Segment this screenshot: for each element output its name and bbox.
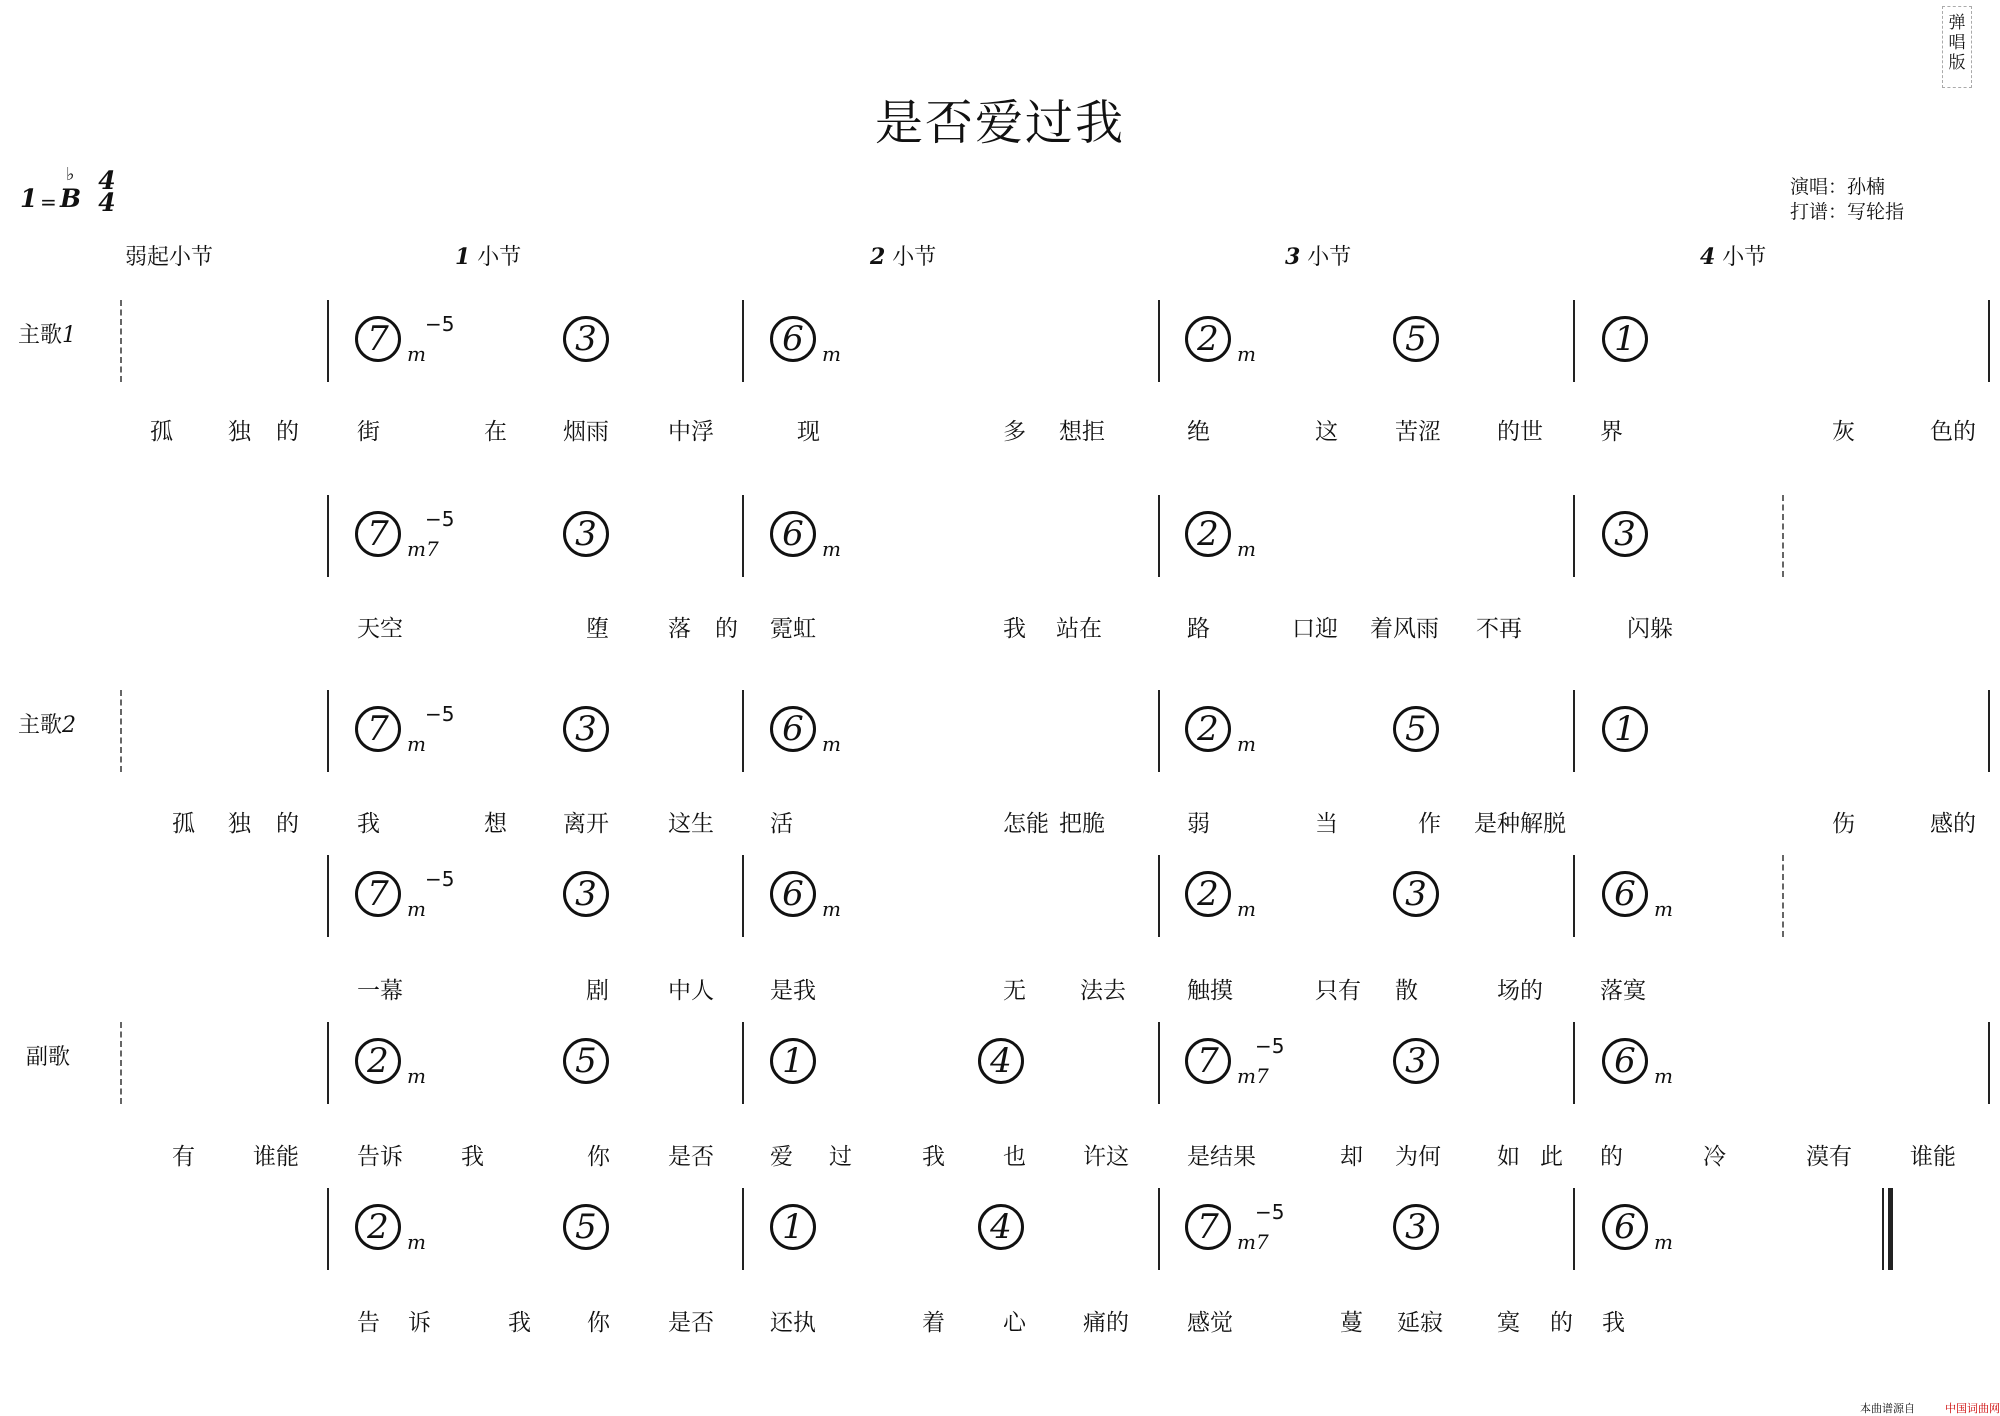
chord-degree: 1: [1602, 316, 1648, 362]
barline: [327, 300, 329, 382]
chord-degree: 5: [1393, 316, 1439, 362]
lyric: 如: [1497, 1144, 1520, 1170]
chord-degree: 2: [355, 1204, 401, 1250]
lyric: 是结果: [1187, 1144, 1256, 1170]
edition-stamp: [1942, 6, 1972, 88]
chord-degree: 1: [1602, 706, 1648, 752]
lyric: 是否: [668, 1144, 714, 1170]
lyric: 活: [770, 811, 793, 837]
chord-degree: 1: [770, 1204, 816, 1250]
barline: [1158, 690, 1160, 772]
lyric: 独: [228, 811, 251, 837]
chord-quality: m7: [1237, 1230, 1269, 1254]
lyric: 着风雨: [1370, 616, 1439, 642]
chord-degree: 6: [1602, 1204, 1648, 1250]
lyric: 离开: [563, 811, 609, 837]
chord-degree: 4: [978, 1038, 1024, 1084]
chord-degree: 5: [563, 1038, 609, 1084]
chord-alteration: −5: [425, 867, 455, 891]
lyric: 过: [829, 1144, 852, 1170]
lyric: 谁能: [1910, 1144, 1956, 1170]
lyric: 绝: [1187, 419, 1210, 445]
chord-degree: 2: [355, 1038, 401, 1084]
lyric: 冷: [1703, 1144, 1726, 1170]
chord-degree: 2: [1185, 511, 1231, 557]
chord-alteration: −5: [425, 312, 455, 336]
lyric: 的世: [1497, 419, 1543, 445]
lyric: 伤: [1832, 811, 1855, 837]
barline: [1573, 495, 1575, 577]
lyric: 是否: [668, 1310, 714, 1336]
lyric: 场的: [1497, 978, 1543, 1004]
chord-degree: 3: [563, 316, 609, 362]
lyric: 感觉: [1187, 1310, 1233, 1336]
measure-label-1: 1 小节: [455, 244, 522, 270]
lyric: 站在: [1056, 616, 1102, 642]
chord-degree: 5: [563, 1204, 609, 1250]
lyric: 爱: [770, 1144, 793, 1170]
chord-degree: 4: [978, 1204, 1024, 1250]
barline: [1988, 300, 1990, 382]
lyric: 一幕: [357, 978, 403, 1004]
barline: [742, 690, 744, 772]
lyric: 孤: [172, 811, 195, 837]
chord-degree: 3: [563, 511, 609, 557]
source-site: 中国词曲网: [1945, 1402, 2000, 1415]
lyric: 痛的: [1083, 1310, 1129, 1336]
measure-label-0: 弱起小节: [125, 245, 214, 270]
stamp-char: 版: [1948, 53, 1966, 73]
chord-quality: m: [822, 732, 841, 756]
lyric: 许这: [1083, 1144, 1129, 1170]
lyric: 告诉: [357, 1144, 403, 1170]
lyric: 我: [508, 1310, 531, 1336]
lyric: 苦涩: [1395, 419, 1441, 445]
lyric: 着: [922, 1310, 945, 1336]
chord-quality: m: [822, 342, 841, 366]
pickup-dashed-barline: [120, 690, 122, 772]
chord-degree: 7: [1185, 1038, 1231, 1084]
chord-alteration: −5: [425, 507, 455, 531]
barline: [1158, 855, 1160, 937]
barline: [1988, 1022, 1990, 1104]
lyric: 中浮: [668, 419, 714, 445]
lyric: 告: [357, 1310, 380, 1336]
lyric: 也: [1003, 1144, 1026, 1170]
lyric: 堕: [586, 616, 609, 642]
source-note: 本曲谱源自: [1860, 1402, 1915, 1415]
lyric: 的: [1600, 1144, 1623, 1170]
chord-degree: 3: [1393, 1204, 1439, 1250]
chord-degree: 3: [563, 871, 609, 917]
chord-degree: 7: [355, 511, 401, 557]
lyric: 蔓: [1340, 1310, 1363, 1336]
lyric: 你: [587, 1310, 610, 1336]
lyric: 为何: [1395, 1144, 1441, 1170]
chord-quality: m: [1654, 1230, 1673, 1254]
lyric: 霓虹: [770, 616, 816, 642]
lyric: 闪躲: [1627, 616, 1673, 642]
lyric: 是我: [770, 978, 816, 1004]
lyric: 多: [1003, 419, 1026, 445]
time-den: 4: [98, 188, 116, 217]
lyric: 弱: [1187, 811, 1210, 837]
lyric: 的: [276, 811, 299, 837]
key-one: 1: [20, 184, 38, 213]
lyric: 落: [668, 616, 691, 642]
key-signature: [20, 164, 130, 230]
chord-alteration: −5: [425, 702, 455, 726]
chord-degree: 2: [1185, 871, 1231, 917]
lyric: 的: [1550, 1310, 1573, 1336]
chord-alteration: −5: [1255, 1200, 1285, 1224]
barline: [742, 495, 744, 577]
chord-quality: m: [407, 1230, 426, 1254]
lyric: 这生: [668, 811, 714, 837]
lyric: 无: [1003, 978, 1026, 1004]
lyric: 我: [357, 811, 380, 837]
lyric: 还执: [770, 1310, 816, 1336]
chord-quality: m: [1654, 897, 1673, 921]
lyric: 我: [1003, 616, 1026, 642]
chord-degree: 1: [770, 1038, 816, 1084]
chord-quality: m: [1237, 897, 1256, 921]
dashed-barline: [1782, 855, 1784, 937]
key-note: B: [60, 184, 82, 213]
chord-degree: 3: [1393, 1038, 1439, 1084]
lyric: 孤: [150, 419, 173, 445]
barline: [327, 495, 329, 577]
pickup-dashed-barline: [120, 1022, 122, 1104]
barline: [1573, 690, 1575, 772]
chord-degree: 6: [1602, 1038, 1648, 1084]
chord-degree: 2: [1185, 316, 1231, 362]
barline: [327, 855, 329, 937]
lyric: 我: [922, 1144, 945, 1170]
barline: [1158, 1188, 1160, 1270]
key-eq: =: [40, 190, 57, 214]
barline: [1158, 495, 1160, 577]
chord-quality: m: [822, 897, 841, 921]
chord-quality: m: [822, 537, 841, 561]
barline: [1158, 300, 1160, 382]
stamp-char: 唱: [1948, 33, 1966, 53]
barline: [1573, 1188, 1575, 1270]
barline: [742, 855, 744, 937]
chord-quality: m: [1237, 732, 1256, 756]
lyric: 烟雨: [563, 419, 609, 445]
time-signature: [94, 166, 120, 217]
lyric: 心: [1003, 1310, 1026, 1336]
lyric: 却: [1340, 1144, 1363, 1170]
page-title: 是否爱过我: [874, 95, 1125, 151]
flat-sign: ♭: [66, 164, 75, 185]
barline: [327, 1022, 329, 1104]
lyric: 此: [1540, 1144, 1563, 1170]
barline: [1573, 300, 1575, 382]
time-num: 4: [98, 166, 116, 195]
lyric: 独: [228, 419, 251, 445]
lyric: 剧: [586, 978, 609, 1004]
chord-quality: m: [1237, 342, 1256, 366]
chord-alteration: −5: [1255, 1034, 1285, 1058]
dashed-barline: [1782, 495, 1784, 577]
chord-degree: 7: [355, 706, 401, 752]
barline: [742, 1022, 744, 1104]
chord-degree: 5: [1393, 706, 1439, 752]
lyric: 的: [276, 419, 299, 445]
chord-degree: 6: [770, 511, 816, 557]
barline: [1573, 1022, 1575, 1104]
barline: [327, 690, 329, 772]
lyric: 想拒: [1059, 419, 1105, 445]
chord-degree: 3: [563, 706, 609, 752]
final-barline: [1888, 1188, 1893, 1270]
lyric: 你: [587, 1144, 610, 1170]
chord-quality: m: [407, 342, 426, 366]
lyric: 寞: [1497, 1310, 1520, 1336]
chord-degree: 6: [770, 316, 816, 362]
chord-quality: m: [407, 1064, 426, 1088]
lyric: 街: [357, 419, 380, 445]
lyric: 界: [1600, 419, 1623, 445]
lyric: 的: [715, 616, 738, 642]
chord-quality: m: [1237, 537, 1256, 561]
transcriber-credit: 打谱：写轮指: [1790, 201, 1905, 223]
chord-degree: 7: [355, 871, 401, 917]
chord-degree: 7: [1185, 1204, 1231, 1250]
lyric: 路: [1187, 616, 1210, 642]
lyric: 把脆: [1059, 811, 1105, 837]
lyric: 怎能: [1003, 811, 1049, 837]
chord-degree: 2: [1185, 706, 1231, 752]
barline: [1158, 1022, 1160, 1104]
stamp-char: 弹: [1948, 13, 1966, 33]
lyric: 触摸: [1187, 978, 1233, 1004]
lyric: 散: [1395, 978, 1418, 1004]
lyric: 谁能: [253, 1144, 299, 1170]
barline: [1573, 855, 1575, 937]
lyric: 是种解脱: [1474, 811, 1566, 837]
section-label: 主歌1: [18, 323, 77, 348]
barline: [742, 300, 744, 382]
chord-quality: m7: [1237, 1064, 1269, 1088]
chord-degree: 3: [1393, 871, 1439, 917]
lyric: 作: [1418, 811, 1441, 837]
lyric: 延寂: [1397, 1310, 1443, 1336]
section-label: 主歌2: [18, 713, 77, 738]
measure-label-2: 2 小节: [870, 244, 937, 270]
lyric: 现: [797, 419, 820, 445]
chord-degree: 7: [355, 316, 401, 362]
lyric: 天空: [357, 616, 403, 642]
chord-degree: 6: [770, 871, 816, 917]
singer-credit: 演唱：孙楠: [1790, 176, 1886, 198]
chord-quality: m: [407, 897, 426, 921]
lyric: 漠有: [1806, 1144, 1852, 1170]
lyric: 感的: [1930, 811, 1976, 837]
pickup-dashed-barline: [120, 300, 122, 382]
lyric: 中人: [668, 978, 714, 1004]
lyric: 法去: [1080, 978, 1126, 1004]
chord-degree: 6: [770, 706, 816, 752]
lyric: 不再: [1476, 616, 1522, 642]
lyric: 当: [1315, 811, 1338, 837]
lyric: 落寞: [1600, 978, 1646, 1004]
barline: [742, 1188, 744, 1270]
lyric: 想: [484, 811, 507, 837]
lyric: 我: [1602, 1310, 1625, 1336]
lyric: 色的: [1930, 419, 1976, 445]
lyric: 这: [1315, 419, 1338, 445]
section-label: 副歌: [26, 1045, 71, 1070]
chord-degree: 3: [1602, 511, 1648, 557]
barline: [327, 1188, 329, 1270]
chord-quality: m: [407, 732, 426, 756]
measure-label-3: 3 小节: [1285, 244, 1352, 270]
lyric: 灰: [1832, 419, 1855, 445]
measure-label-4: 4 小节: [1700, 244, 1767, 270]
chord-quality: m7: [407, 537, 439, 561]
barline: [1988, 690, 1990, 772]
final-barline: [1882, 1188, 1884, 1270]
chord-degree: 6: [1602, 871, 1648, 917]
lyric: 我: [461, 1144, 484, 1170]
lyric: 诉: [408, 1310, 431, 1336]
lyric: 只有: [1315, 978, 1361, 1004]
lyric: 在: [484, 419, 507, 445]
lyric: 口迎: [1292, 616, 1338, 642]
lyric: 有: [172, 1144, 195, 1170]
chord-quality: m: [1654, 1064, 1673, 1088]
